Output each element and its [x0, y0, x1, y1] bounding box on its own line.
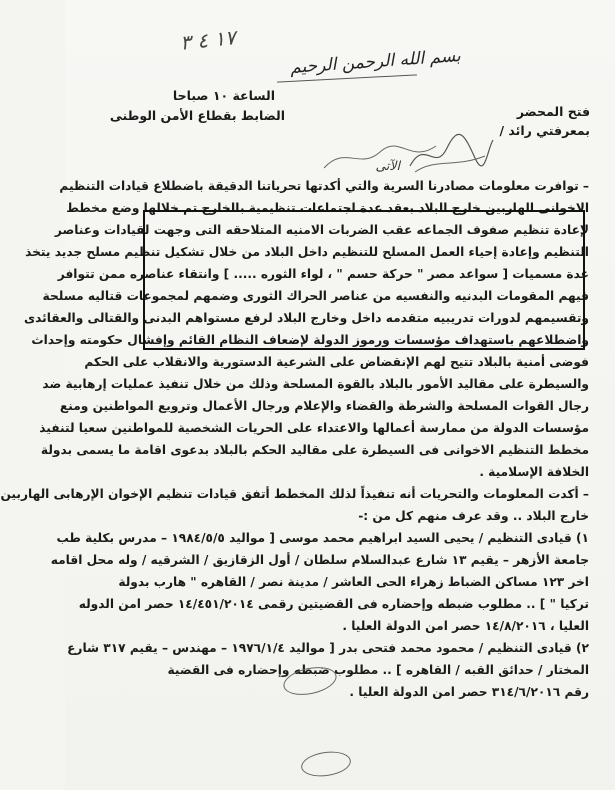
text-line: فيهم المقومات البدنيه والنفسيه من عناصر الحراك الثورى وضمهم لمجموعات قتاليه مسلحة [42, 289, 589, 303]
text-line: رجال القوات المسلحة والشرطة والقضاء والإعلام ورجال الأعمال وترويع المواطنين ومنع [59, 399, 589, 413]
text-line: العليا ، ١٤/٨/٢٠١٦ حصر امن الدولة العليا . [342, 619, 589, 633]
text-line: اخر ١٢٣ مساكن الضباط زهراء الحى العاشر / مدينة نصر / القاهره " هارب بدولة [118, 575, 589, 589]
text-line: مؤسسات الدولة من ممارسة أعمالها والاعتداء على الحريات الشخصية للمواطنين سعيا لتنفيذ [39, 421, 589, 435]
header-officer: الضابط بقطاع الأمن الوطنى [109, 108, 285, 123]
text-line: التنظيم وإعادة إحياء العمل المسلح للتنظيم داخل البلاد من خلال تشكيل تنظيم مسلح جديد يتخذ [25, 245, 589, 259]
text-line: – توافرت معلومات مصادرنا السرية والتي أكدتها تحرياتنا الدقيقة باضطلاع قيادات التنظيم [59, 179, 589, 193]
highlight-box [143, 210, 585, 350]
header-open-record: فتح المحضر [516, 104, 590, 119]
text-line: ١) قيادى التنظيم / يحيى السيد ابراهيم محمد موسى [ مواليد ١٩٨٤/٥/٥ – مدرس بكلية طب [56, 531, 589, 545]
text-line: المختار / حدائق القبه / القاهره ] .. مطلوب ضبطه وإحضاره فى القضية [167, 663, 589, 677]
text-line: الخلافة الإسلامية . [479, 465, 589, 479]
text-line: – أكدت المعلومات والتحريات أنه تنفيذاً لذلك المخطط أتفق قيادات تنظيم الإخوان الإرهابى الهاربين [0, 487, 589, 501]
header-by-me: بمعرفتي رائد / [499, 123, 590, 138]
text-line: جامعة الأزهر – يقيم ١٣ شارع عبدالسلام سلطان / أول الزقازيق / الشرقيه / وله محل اقامه [50, 553, 589, 567]
text-line: عدة مسميات [ سواعد مصر " حركة حسم " ، لواء الثوره ..... ] وانتقاء عناصره ممن تتوافر [57, 267, 589, 281]
text-line: والسيطرة على مقاليد الأمور بالبلاد بالقوة المسلحة وذلك من خلال تنفيذ عمليات إرهابية ضد [42, 377, 589, 391]
text-line: فوضى أمنية بالبلاد تتيح لهم الإنقضاض على الشرعية الدستورية والانقلاب على الحكم [84, 355, 589, 369]
text-line: تركيا " ] .. مطلوب ضبطه وإحضاره فى القضيتين رقمى ١٤/٤٥١/٢٠١٤ حصر امن الدوله [78, 597, 589, 611]
subject-heading: الآتى [375, 158, 400, 173]
text-line: واضطلاعهم باستهداف مؤسسات ورموز الدولة لإضعاف النظام القائم وإفشال حكومته وإحداث [31, 333, 589, 347]
handwritten-note: ١٧ ٤ ٣ [178, 25, 237, 55]
text-line: الاخوانى الهاربين خارج البلاد بعقد عدة اجتماعات تنظيمية بالخارج تم خلالها وضع مخطط [66, 201, 589, 215]
text-line: مخطط التنظيم الاخوانى فى السيطرة على مقاليد الحكم بالبلاد بدعوى اقامة ما يسمى بدولة [40, 443, 589, 457]
text-line: رقم ٣١٤/٦/٢٠١٦ حصر امن الدولة العليا . [349, 685, 589, 699]
text-line: خارج البلاد .. وقد عرف منهم كل من :- [358, 509, 589, 523]
ink-circle-mark [300, 749, 353, 780]
text-line: ٢) قيادى التنظيم / محمود محمد فتحى بدر [ مواليد ١٩٧٦/١/٤ – مهندس – يقيم ٣١٧ شارع [67, 641, 589, 655]
basmala-heading: بسم الله الرحمن الرحيم [289, 46, 462, 78]
text-line: لإعادة تنظيم صفوف الجماعه عقب الضربات الامنيه المتلاحقه التى وجهت لقيادات وعناصر [54, 223, 589, 237]
header-time: الساعة ١٠ صباحا [172, 88, 275, 103]
text-line: وتقسيمهم لدورات تدريبيه متقدمه داخل وخارج البلاد لرفع مستواهم البدنى والقتالى والعقائدى [23, 311, 589, 325]
